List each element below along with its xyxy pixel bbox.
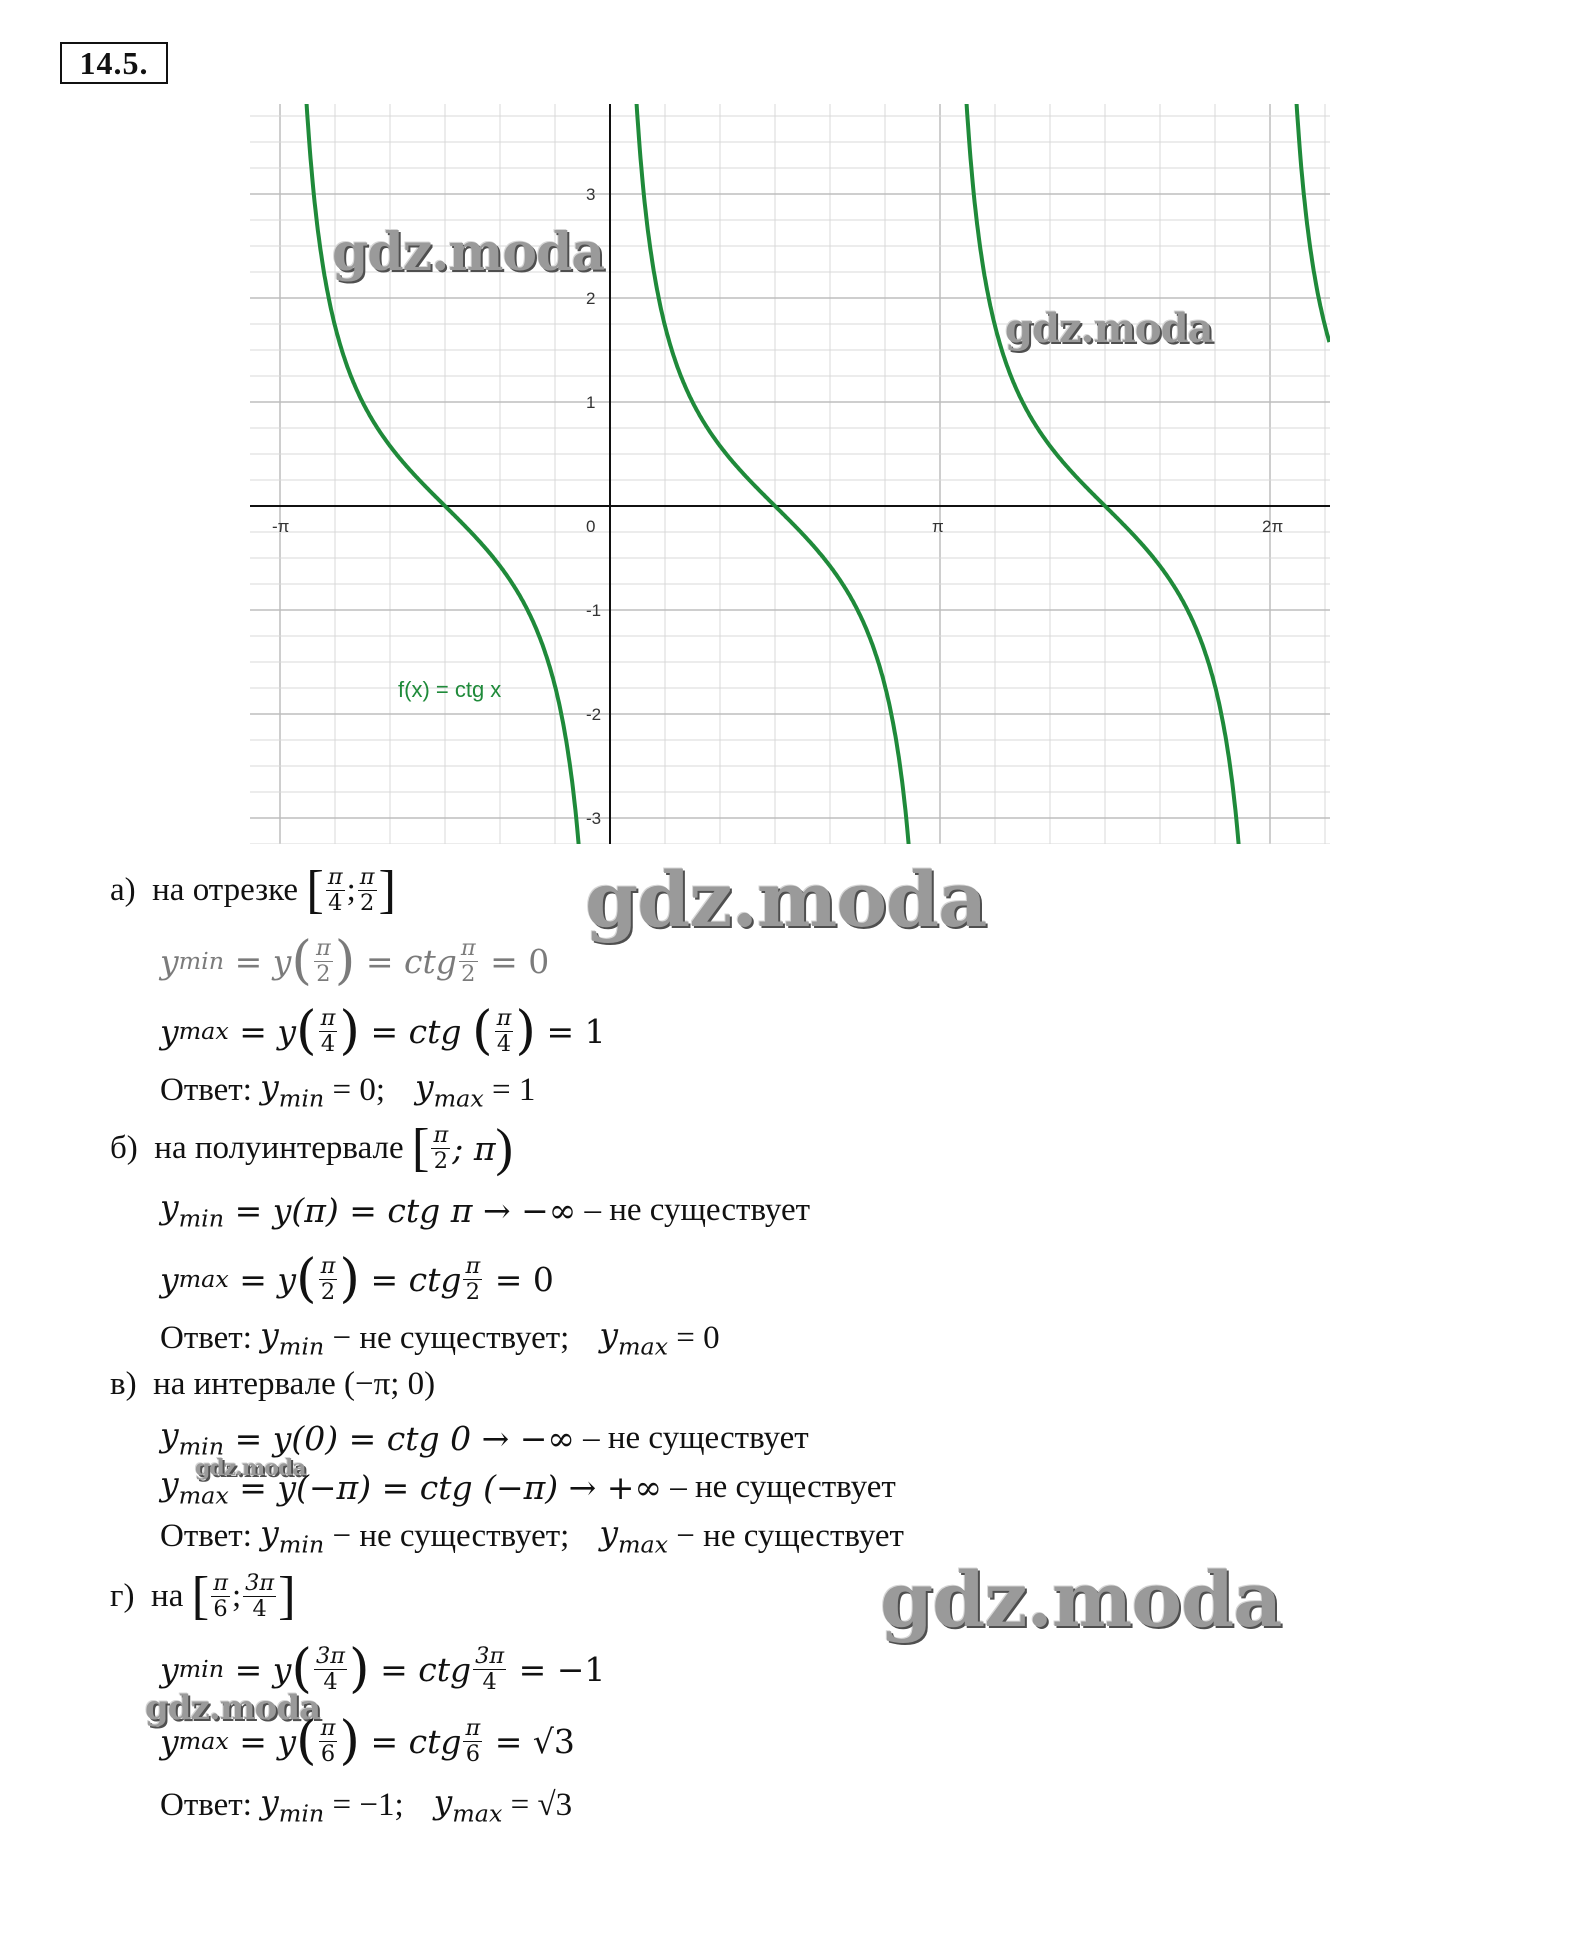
watermark: gdz.moda [585, 855, 987, 944]
part-a-answer: Ответ: $y_{min}$ = 0; $y_{max}$ = 1 [160, 1067, 536, 1113]
part-b-header: б) на полуинтервале [ $\frac{\pi}{2}$ ; π ) [110, 1119, 514, 1177]
y-tick-label: -2 [586, 705, 602, 724]
watermark: gdz.moda [1005, 305, 1213, 352]
part-b-text: на полуинтервале [154, 1129, 404, 1166]
y-tick-label: 1 [586, 393, 596, 412]
cotangent-graph [250, 104, 1330, 844]
part-v-ymax: $y_{max}$ = y(−π) = ctg (−π) → +∞ – не существует [160, 1464, 896, 1510]
y-tick-label: 2 [586, 289, 596, 308]
part-g-marker: г) [110, 1577, 135, 1614]
x-tick-label: -π [272, 517, 290, 536]
part-g-text: на [151, 1577, 184, 1614]
part-b-ymin: $y_{min}$ = y(π) = ctg π → −∞ – не существует [160, 1187, 811, 1233]
x-tick-label: 2π [1262, 517, 1284, 536]
part-v-answer: Ответ: $y_{min}$ − не существует; $y_{max}$ − не существует [160, 1513, 904, 1559]
part-v-ymin: $y_{min}$ = y(0) = ctg 0 → −∞ – не существует [160, 1415, 809, 1461]
part-g-answer: Ответ: $y_{min}$ = −1; $y_{max}$ = √3 [160, 1782, 573, 1828]
watermark: gdz.moda [332, 222, 605, 283]
part-a-marker: а) [110, 871, 136, 908]
problem-number: 14.5. [60, 42, 168, 84]
watermark: gdz.moda [195, 1455, 306, 1481]
part-a-header: а) на отрезке [ $\frac{\pi}{4}$ ; $\frac{\pi}{2}$ ] [110, 861, 397, 919]
part-g-ymin: y min = y ( $\frac{3\pi}{4}$ ) = ctg $\frac{3\pi}{4}$ = −1 [160, 1638, 606, 1699]
part-v-marker: в) [110, 1366, 137, 1402]
function-label: f(x) = ctg x [398, 677, 502, 702]
part-a-text: на отрезке [152, 871, 299, 908]
y-tick-label: -1 [586, 601, 602, 620]
y-tick-label: -3 [586, 809, 602, 828]
curves [250, 104, 1329, 844]
part-a-ymax: y max = y ( $\frac{\pi}{4}$ ) = ctg ( $\frac{\pi}{4}$ ) = 1 [160, 1000, 606, 1061]
part-b-answer: Ответ: $y_{min}$ − не существует; $y_{max}$ = 0 [160, 1315, 720, 1361]
part-b-ymax: y max = y ( $\frac{\pi}{2}$ ) = ctg $\frac{\pi}{2}$ = 0 [160, 1248, 554, 1309]
cot-branch [1295, 104, 1330, 342]
watermark: gdz.moda [145, 1688, 321, 1728]
part-v-text: на интервале (−π; 0) [153, 1366, 436, 1402]
watermark: gdz.moda [880, 1555, 1282, 1644]
part-a-ymin: y min = y ( $\frac{\pi}{2}$ ) = ctg $\frac{\pi}{2}$ = 0 [160, 930, 550, 991]
part-b-marker: б) [110, 1129, 138, 1166]
part-g-ymax: y max = y ( $\frac{\pi}{6}$ ) = ctg $\frac{\pi}{6}$ = √3 [160, 1710, 575, 1771]
part-g-header: г) на [ $\frac{\pi}{6}$ ; $\frac{3\pi}{4}$ ] [110, 1567, 296, 1625]
x-tick-label: π [932, 517, 944, 536]
y-tick-label: 3 [586, 185, 596, 204]
x-tick-label: 0 [586, 517, 596, 536]
part-v-header [110, 1368, 435, 1401]
